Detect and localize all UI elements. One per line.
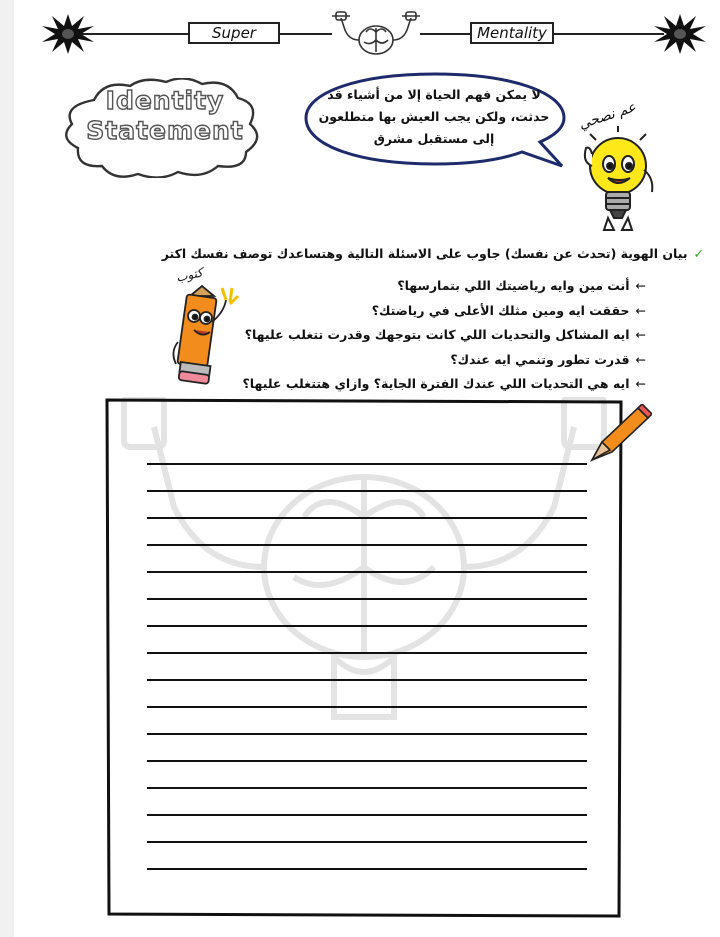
writing-line[interactable] (147, 787, 587, 789)
arrow-left-icon: ← (635, 351, 646, 367)
question-text: أنت مين وايه رياضيتك اللي بتمارسها؟ (397, 278, 630, 293)
list-item (243, 372, 646, 397)
splat-star-icon (40, 12, 96, 56)
writing-line[interactable] (147, 598, 587, 600)
advice-label: عم نصحي (576, 99, 638, 133)
writing-line[interactable] (147, 652, 587, 654)
writing-line[interactable] (147, 463, 587, 465)
writing-line[interactable] (147, 814, 587, 816)
identity-title-line2: Statement (86, 116, 244, 145)
writing-line[interactable] (147, 706, 587, 708)
list-item (243, 299, 646, 324)
header-label-super: Super (188, 22, 280, 44)
writing-line[interactable] (147, 841, 587, 843)
writing-line[interactable] (147, 544, 587, 546)
list-item (243, 274, 646, 299)
lightbulb-character-icon (578, 126, 668, 232)
bubble-line-1: لا يمكن فهم الحياة إلا من أشياء قد (327, 87, 541, 102)
identity-title-line1: Identity (105, 86, 225, 115)
writing-line[interactable] (147, 517, 587, 519)
writing-line[interactable] (147, 868, 587, 870)
header-label-mentality: Mentality (470, 22, 554, 44)
arrow-left-icon: ← (635, 327, 646, 342)
writing-line[interactable] (147, 571, 587, 573)
arrow-left-icon: ← (635, 302, 646, 318)
identity-statement-title (60, 86, 270, 146)
list-item (243, 348, 646, 373)
header-rule-mid-left (280, 33, 332, 35)
writing-line[interactable] (147, 733, 587, 735)
arrow-left-icon: ← (635, 278, 646, 293)
identity-intro (162, 246, 704, 261)
writing-line[interactable] (147, 625, 587, 627)
bubble-line-3: إلى مستقبل مشرق (373, 131, 495, 146)
question-text: ايه المشاكل والتحديات اللي كانت بتوجهك وقدرت تتغلب عليها؟ (244, 327, 630, 342)
question-text: قدرت تطور وتنمي ايه عندك؟ (450, 351, 630, 367)
speech-bubble-text (316, 84, 552, 150)
bubble-line-2: حدثت، ولكن يجب العيش بها متطلعون (318, 109, 550, 124)
header-rule-right (554, 33, 664, 35)
writing-line[interactable] (147, 679, 587, 681)
writer-label: كتوب (174, 265, 205, 285)
muscle-brain-watermark (124, 397, 604, 717)
writing-pencil-icon (584, 404, 652, 466)
question-text: ايه هي التحديات اللي عندك الفترة الجاية؟ وازاي هتتغلب عليها؟ (242, 376, 630, 391)
pencil-character-icon (168, 282, 250, 390)
muscle-brain-icon (330, 8, 422, 62)
writing-line[interactable] (147, 490, 587, 492)
question-text: حققت ايه ومين مثلك الأعلى في رياضتك؟ (371, 302, 630, 318)
page-edge-strip (0, 0, 14, 937)
list-item (243, 323, 646, 348)
header-rule-mid-right (420, 33, 472, 35)
check-icon: ✓ (693, 246, 704, 261)
intro-text: بيان الهوية (تحدث عن نفسك) جاوب على الاسئلة التالية وهتساعدك توصف نفسك اكتر (161, 246, 688, 261)
splat-star-icon (652, 12, 708, 56)
question-list (243, 274, 646, 397)
writing-line[interactable] (147, 760, 587, 762)
arrow-left-icon: ← (635, 376, 646, 391)
